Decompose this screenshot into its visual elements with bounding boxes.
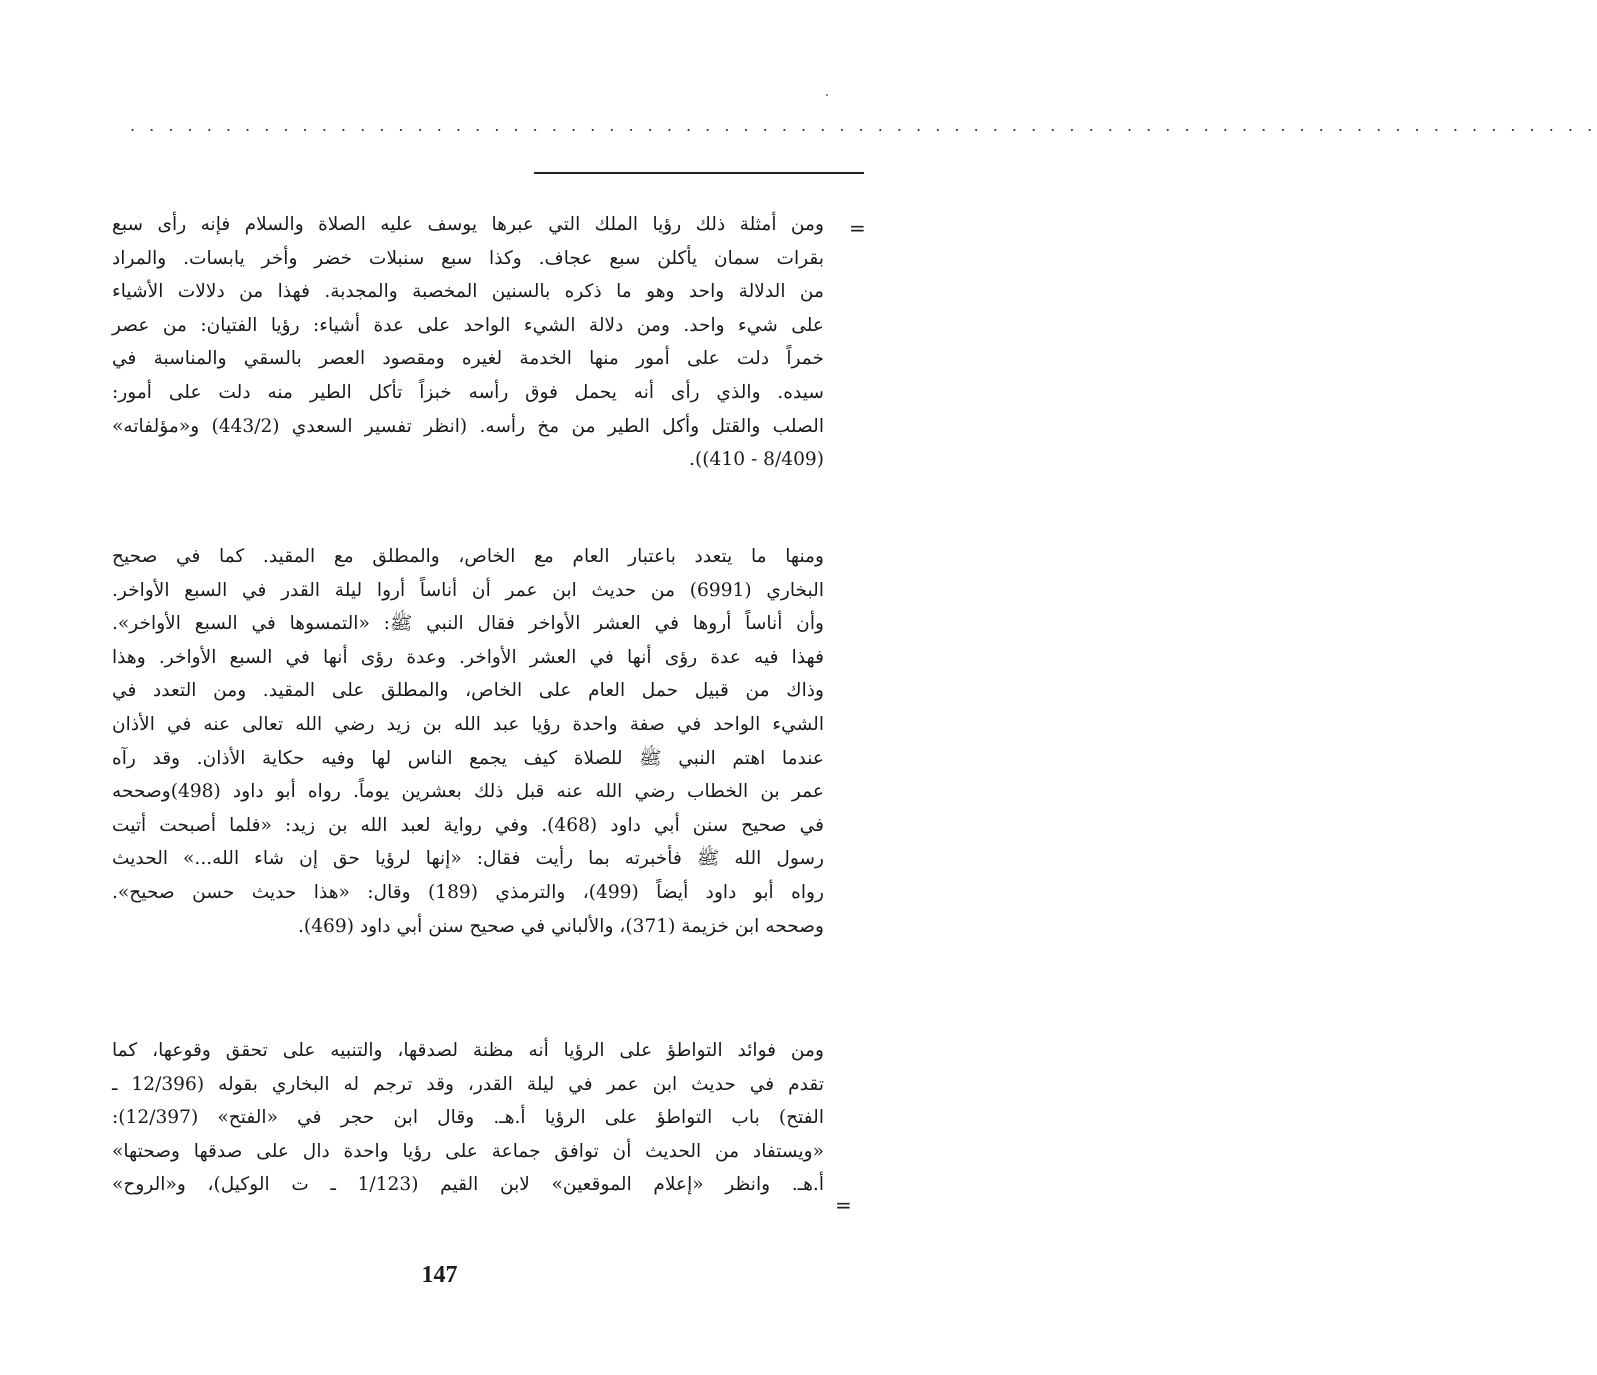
text-line: في صحيح سنن أبي داود (468). وفي رواية لعبد الله بن زيد: «فلما أصبحت أتيت (112, 814, 824, 836)
text-line: عندما اهتم النبي ﷺ للصلاة كيف يجمع الناس لها وفيه حكاية الأذان. وقد رآه (112, 747, 824, 769)
text-line: بقرات سمان يأكلن سبع عجاف. وكذا سبع سنبلات خضر وأخر يابسات. والمراد (112, 247, 824, 269)
text-line: الفتح) باب التواطؤ على الرؤيا أ.هـ. وقال ابن حجر في «الفتح» (12/397): (112, 1107, 824, 1129)
footnote-paragraph-2 (112, 540, 824, 943)
text-line: البخاري (6991) من حديث ابن عمر أن أناساً أروا ليلة القدر في السبع الأواخر. (112, 579, 824, 601)
footnote-paragraph-1 (112, 208, 824, 477)
text-line: فهذا فيه عدة رؤى أنها في العشر الأواخر. وعدة رؤى أنها في السبع الأواخر. وهذا (112, 646, 824, 668)
text-line: رسول الله ﷺ فأخبرته بما رأيت فقال: «إنها لرؤيا حق إن شاء الله...» الحديث (112, 848, 824, 870)
text-line: عمر بن الخطاب رضي الله عنه قبل ذلك بعشرين يوماً. رواه أبو داود (498)وصححه (112, 781, 824, 803)
text-line: على شيء واحد. ومن دلالة الشيء الواحد على عدة أشياء: رؤيا الفتيان: من عصر (112, 314, 824, 336)
text-line: أ.هـ. وانظر «إعلام الموقعين» لابن القيم (1/123 ـ ت الوكيل)، و«الروح» (112, 1174, 824, 1196)
continuation-mark-bottom: = (835, 1193, 852, 1217)
text-line: من الدلالة واحد وهو ما ذكره بالسنين المخصبة والمجدبة. فهذا من دلالات الأشياء (112, 281, 824, 303)
continuation-mark-top: = (849, 216, 866, 240)
text-line: ومن فوائد التواطؤ على الرؤيا أنه مظنة لصدقها، والتنبيه على تحقق وقوعها، كما (112, 1040, 824, 1061)
footnote-paragraph-3 (112, 1034, 824, 1202)
text-line: «ويستفاد من الحديث أن توافق جماعة على رؤيا واحدة دال على صدقها وصحتها» (112, 1140, 824, 1162)
text-line: وذاك من قبيل حمل العام على الخاص، والمطلق على المقيد. ومن التعدد في (112, 680, 824, 702)
text-line: وأن أناساً أروها في العشر الأواخر فقال النبي ﷺ: «التمسوها في السبع الأواخر». (112, 613, 824, 635)
text-line: وصححه ابن خزيمة (371)، والألباني في صحيح سنن أبي داود (469). (298, 915, 824, 937)
page-number: 147 (421, 1262, 458, 1288)
text-line: سيده. والذي رأى أنه يحمل فوق رأسه خبزاً تأكل الطير منه دلت على أمور: (112, 381, 824, 403)
footnote-separator-dots: . . . . . . . . . . . . . . . . . . . . . . . . . . . . . . . . . . . . . . . . . . . . . . . . . . . . . . . . . . . . . . . . . . . . . . . . . . . . . (130, 116, 1597, 135)
text-line: ومن أمثلة ذلك رؤيا الملك التي عبرها يوسف عليه الصلاة والسلام فإنه رأى سبع (112, 214, 824, 235)
scan-speck (826, 94, 828, 96)
text-line: خمراً دلت على أمور منها الخدمة لغيره ومقصود العصر بالسقي والمناسبة في (112, 348, 824, 370)
footnote-rule (534, 172, 864, 174)
text-line: رواه أبو داود أيضاً (499)، والترمذي (189) وقال: «هذا حديث حسن صحيح». (112, 881, 824, 903)
text-line: تقدم في حديث ابن عمر في ليلة القدر، وقد ترجم له البخاري بقوله (12/396 ـ (112, 1073, 825, 1095)
text-line: ومنها ما يتعدد باعتبار العام مع الخاص، والمطلق مع المقيد. كما في صحيح (112, 546, 824, 567)
text-line: (8/409 - 410)). (689, 449, 824, 471)
text-line: الصلب والقتل وأكل الطير من مخ رأسه. (انظر تفسير السعدي (443/2) و«مؤلفاته» (112, 415, 825, 437)
text-line: الشيء الواحد في صفة واحدة رؤيا عبد الله بن زيد رضي الله تعالى عنه في الأذان (112, 713, 824, 735)
